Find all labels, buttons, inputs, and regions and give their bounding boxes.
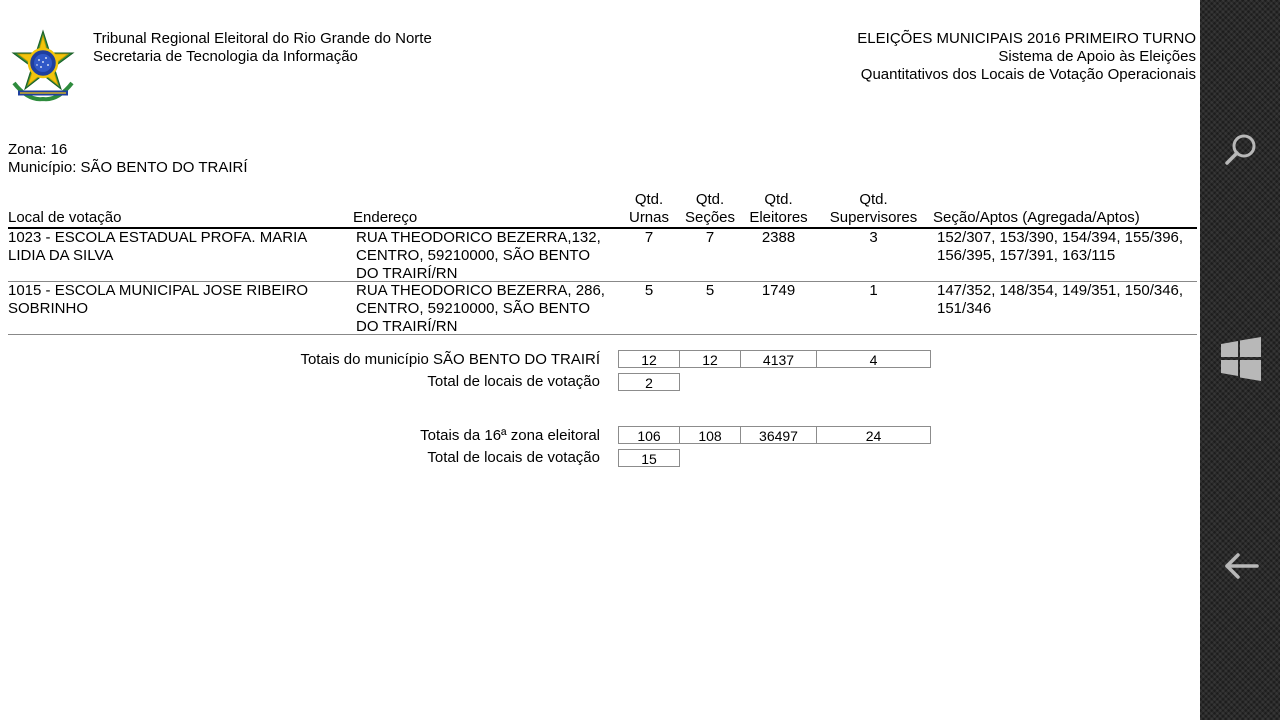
- row-endereco: RUA THEODORICO BEZERRA,132, CENTRO, 59210000, SÃO BENTO DO TRAIRÍ/RN: [356, 229, 601, 282]
- header-secao-aptos: Seção/Aptos (Agregada/Aptos): [933, 209, 1140, 226]
- total-eleitores: 4137: [740, 350, 817, 368]
- header-secoes: Qtd. Seções: [684, 191, 736, 226]
- municipality-label: Município: SÃO BENTO DO TRAIRÍ: [8, 159, 248, 176]
- row-supervisores: 3: [869, 229, 878, 246]
- brazil-coat-of-arms-icon: [8, 27, 78, 107]
- zone-totals-label: Totais da 16ª zona eleitoral: [420, 427, 600, 444]
- zone-total-eleitores: 36497: [740, 426, 817, 444]
- row-local: 1015 - ESCOLA MUNICIPAL JOSE RIBEIRO SOBRINHO: [8, 282, 309, 317]
- total-secoes: 12: [679, 350, 741, 368]
- total-locais: 2: [618, 373, 680, 391]
- election-title: ELEIÇÕES MUNICIPAIS 2016 PRIMEIRO TURNO: [857, 30, 1196, 47]
- row-local: 1023 - ESCOLA ESTADUAL PROFA. MARIA LIDIA DA SILVA: [8, 229, 308, 264]
- zone-total-supervisores: 24: [816, 426, 931, 444]
- municipality-locais-label: Total de locais de votação: [427, 373, 600, 390]
- header-urnas: Qtd. Urnas: [628, 191, 669, 226]
- zone-label: Zona: 16: [8, 141, 68, 158]
- header-eleitores: Qtd. Eleitores: [749, 191, 808, 226]
- zone-total-secoes: 108: [679, 426, 741, 444]
- row-secoes: 5: [705, 282, 715, 299]
- table-bottom-rule: [8, 334, 1197, 335]
- total-supervisores: 4: [816, 350, 931, 368]
- zone-total-urnas: 106: [618, 426, 680, 444]
- charms-bar: [1200, 0, 1280, 720]
- row-supervisores: 1: [869, 282, 878, 299]
- org-name: Tribunal Regional Eleitoral do Rio Grande do Norte: [93, 30, 432, 47]
- row-secao-aptos: 152/307, 153/390, 154/394, 155/396, 156/395, 157/391, 163/115: [937, 229, 1184, 264]
- zone-locais-label: Total de locais de votação: [427, 449, 600, 466]
- row-secao-aptos: 147/352, 148/354, 149/351, 150/346, 151/346: [937, 282, 1184, 317]
- header-local: Local de votação: [8, 209, 122, 226]
- municipality-totals-label: Totais do município SÃO BENTO DO TRAIRÍ: [300, 351, 600, 368]
- row-urnas: 7: [644, 229, 654, 246]
- row-eleitores: 1749: [761, 282, 796, 299]
- search-charm-button[interactable]: [1216, 125, 1266, 175]
- search-icon: [1221, 130, 1261, 170]
- report-title: Quantitativos dos Locais de Votação Operacionais: [860, 66, 1196, 83]
- org-department: Secretaria de Tecnologia da Informação: [93, 48, 358, 65]
- windows-start-icon: [1217, 335, 1265, 383]
- zone-total-locais: 15: [618, 449, 680, 467]
- back-charm-button[interactable]: [1216, 541, 1266, 591]
- row-urnas: 5: [644, 282, 654, 299]
- start-charm-button[interactable]: [1216, 334, 1266, 384]
- row-eleitores: 2388: [761, 229, 796, 246]
- system-name: Sistema de Apoio às Eleições: [998, 48, 1196, 65]
- header-supervisores: Qtd. Supervisores: [829, 191, 918, 226]
- row-endereco: RUA THEODORICO BEZERRA, 286, CENTRO, 59210000, SÃO BENTO DO TRAIRÍ/RN: [356, 282, 605, 335]
- total-urnas: 12: [618, 350, 680, 368]
- row-secoes: 7: [705, 229, 715, 246]
- header-endereco: Endereço: [353, 209, 418, 226]
- back-arrow-icon: [1221, 546, 1261, 586]
